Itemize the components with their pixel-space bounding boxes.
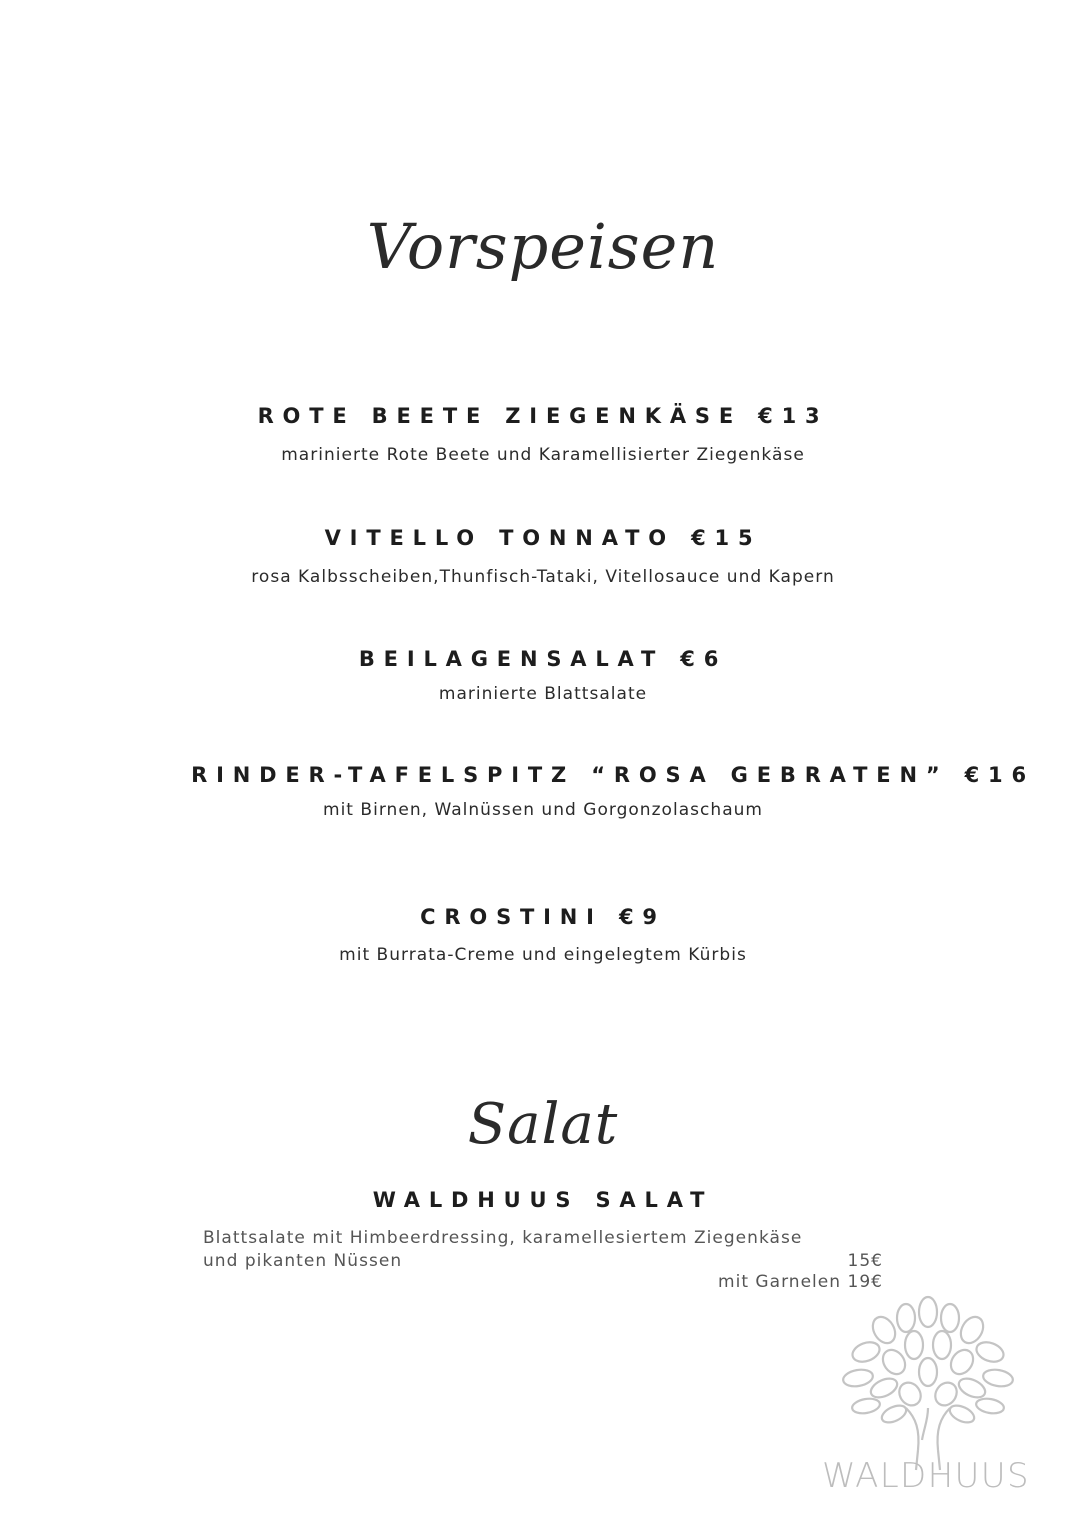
- menu-item-title: VITELLO TONNATO €15: [324, 526, 762, 550]
- section-heading-salat: Salat: [467, 1092, 619, 1157]
- menu-item: [0, 647, 1086, 704]
- section-heading-vorspeisen: Vorspeisen: [366, 210, 720, 283]
- menu-item: [0, 905, 1086, 965]
- salat-description-line: Blattsalate mit Himbeerdressing, karamellesiertem Ziegenkäse: [203, 1228, 803, 1248]
- menu-item-description: marinierte Blattsalate: [438, 684, 648, 704]
- menu-item-description: mit Burrata-Creme und eingelegtem Kürbis: [339, 945, 747, 965]
- salat-price: 15€: [847, 1251, 883, 1271]
- menu-item-title: CROSTINI €9: [420, 905, 666, 929]
- menu-item-description: mit Birnen, Walnüssen und Gorgonzolaschaum: [322, 800, 763, 820]
- salat-title: WALDHUUS SALAT: [372, 1188, 714, 1212]
- menu-item: [0, 526, 1086, 587]
- salat-item: [0, 1188, 1086, 1212]
- menu-item: [0, 763, 1086, 820]
- salat-description-block: [203, 1226, 893, 1292]
- menu-item: [0, 404, 1086, 465]
- menu-item-title: ROTE BEETE ZIEGENKÄSE €13: [257, 404, 829, 428]
- salat-description-line: und pikanten Nüssen: [203, 1251, 403, 1271]
- menu-item-description: rosa Kalbsscheiben,Thunfisch-Tataki, Vitellosauce und Kapern: [251, 567, 835, 587]
- salat-description-row: [203, 1250, 893, 1272]
- menu-item-description: marinierte Rote Beete und Karamellisierter Ziegenkäse: [281, 445, 805, 465]
- salat-price-garnelen: mit Garnelen 19€: [718, 1272, 883, 1292]
- menu-item-title: BEILAGENSALAT €6: [358, 647, 728, 671]
- menu-item-title: RINDER-TAFELSPITZ “ROSA GEBRATEN” €16: [191, 763, 1035, 787]
- logo-wordmark: WALDHUUS: [822, 1456, 1030, 1496]
